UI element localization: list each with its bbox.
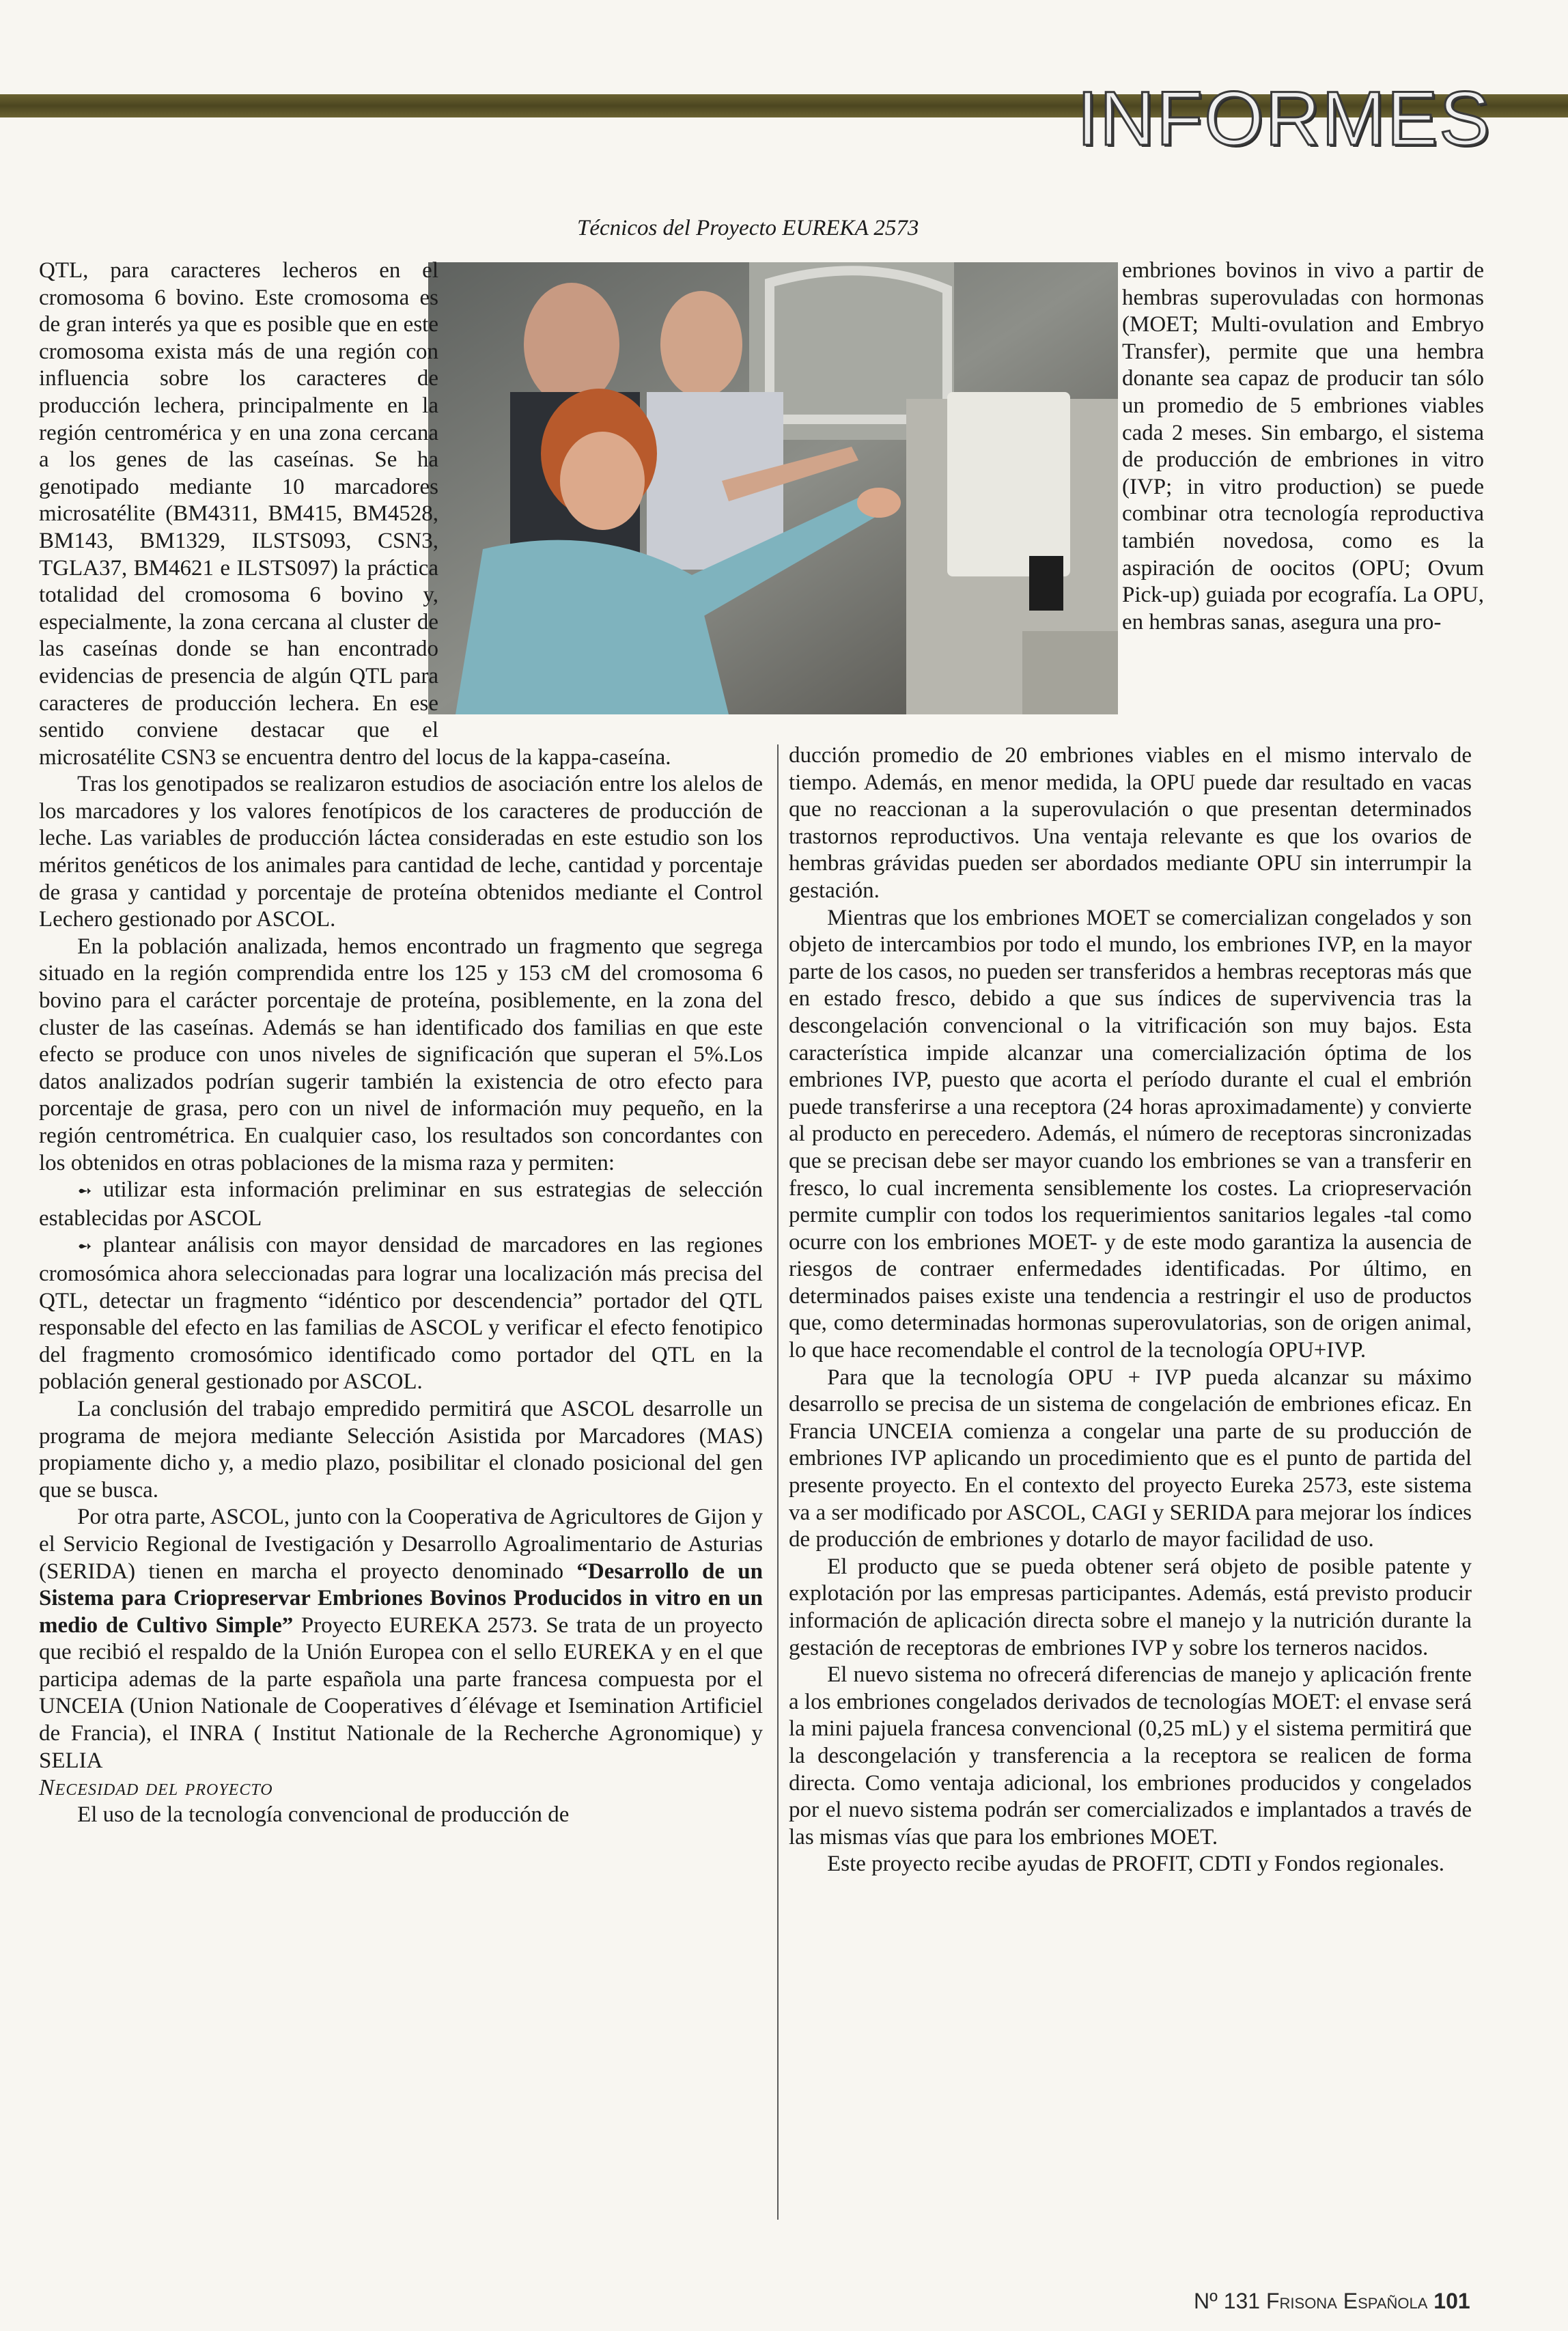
bullet-text: utilizar esta información preliminar en sus estrategias de selección establecidas por ASCOL [39,1177,763,1231]
paragraph: El producto que se pueda obtener será objeto de posible patente y explotación por las empresas participantes. Además, está previsto producir información de aplicación directa sobre el manejo y la nutrición durante la gestación de receptoras de embriones IVP y sobre los terneros nacidos. [789,1554,1472,1660]
section-title: INFORMES [1076,76,1492,161]
paragraph: Este proyecto recibe ayudas de PROFIT, CDTI y Fondos regionales. [827,1852,1445,1877]
section-heading: Necesidad del proyecto [39,1775,273,1801]
double-arrow-icon: ➻ [77,1181,92,1202]
photo-wrap-space [438,257,763,722]
paragraph: Tras los genotipados se realizaron estudios de asociación entre los alelos de los marcadores y los valores fenotípicos de los caracteres de producción de leche. Las variables de producción láctea consideradas en este estudio son los méritos genéticos de los animales para cantidad de leche, cantidad y porcentaje de grasa y cantidad y porcentaje de proteína obtenidos mediante el Control Lechero gestionado por ASCOL. [39,772,763,932]
right-column [789,742,1472,1878]
column-rule [777,744,779,2220]
paragraph: Mientras que los embriones MOET se comercializan congelados y son objeto de intercambios por todo el mundo, los embriones IVP, en la mayor parte de los casos, no pueden ser transferidos a hembras receptoras más que en estado fresco, debido a que sus índices de supervivencia tras la descongelación convencional o la vitrificación son muy bajos. Esta característica impide alcanzar una comercialización óptima de los embriones IVP, puesto que acorta el período durante el cual el embrión puede transferirse a una receptora (24 horas aproximadamente) y convierte al producto en perecedero. Además, el número de receptoras sincronizadas que se precisan debe ser mayor cuando los embriones se van a transferir en fresco, lo cual incrementa sensiblemente los costes. La criopreservación permite cumplir con todos los requerimientos sanitarios legales -tal como ocurre con los embriones MOET- y de este modo garantiza la ausencia de riesgos de contraer enfermedades identificadas. Por último, en determinados paises existe una tendencia a restringir el uso de productos que, como determinadas hormonas superovulatorias, son de origen animal, lo que hace recomendable el control de la tecnología OPU+IVP. [789,905,1472,1363]
paragraph: QTL, para caracteres lecheros en el cromosoma 6 bovino. Este cromosoma es de gran interés ya que es posible que en este cromosoma exista más de una región con influencia sobre los caracteres de producción lechera, principalmente en la región centromérica y en una zona cercana a los genes de las caseínas. Se ha genotipado mediante 10 marcadores microsatélite (BM4311, BM415, BM4528, BM143, BM1329, ILSTS093, CSN3, TGLA37, BM4621 e ILSTS097) la práctica totalidad del cromosoma 6 bovino y, especialmente, la zona cercana al cluster de las caseínas donde se han encontrado evidencias de presencia de algún QTL para caracteres de producción lechera. En ese sentido conviene destacar que el microsatélite CSN3 se encuentra dentro del locus de la kappa-caseína. [39,258,671,770]
paragraph-text: Por otra parte, ASCOL, junto con la Cooperativa de Agricultores de Gijon y el Servicio Regional de Ivestigación y Desarrollo Agroalimentario de Asturias (SERIDA) tienen en marcha el proyecto denominado [39,1505,763,1584]
paragraph: ducción promedio de 20 embriones viables en el mismo intervalo de tiempo. Además, en menor medida, la OPU puede dar resultado en vacas que no reaccionan a la superovulación o que presentan determinados trastornos reproductivos. Una ventaja relevante es que los ovarios de hembras grávidas pueden ser abordados mediante OPU sin interrumpir la gestación. [789,743,1472,903]
paragraph: La conclusión del trabajo empredido permitirá que ASCOL desarrolle un programa de mejora mediante Selección Asistida por Marcadores (MAS) propiamente dicho y, a medio plazo, posibilitar el clonado posicional del gen que se busca. [39,1396,763,1503]
project-title: “Desarrollo de un Sistema para Criopreservar Embriones Bovinos Producidos in vitro en un medio de Cultivo Simple” [39,1559,763,1638]
paragraph [39,1504,763,1774]
publication-name: Frisona Española [1265,2289,1428,2313]
left-column [39,257,763,1828]
paragraph: embriones bovinos in vivo a partir de hembras superovuladas con hormonas (MOET; Multi-ovulation and Embryo Transfer), permite que una hembra donante sea capaz de producir tan sólo un promedio de 5 embriones viables cada 2 meses. Sin embargo, el sistema de producción de embriones in vitro (IVP; in vitro production) se puede combinar otra tecnología reproductiva también novedosa, como es la aspiración de oocitos (OPU; Ovum Pick-up) guiada por ecografía. La OPU, en hembras sanas, asegura una pro- [1122,258,1484,634]
double-arrow-icon: ➻ [77,1236,92,1257]
paragraph: El uso de la tecnología convencional de producción de [77,1802,570,1827]
paragraph: En la población analizada, hemos encontrado un fragmento que segrega situado en la región comprendida entre los 125 y 153 cM del cromosoma 6 bovino para el carácter porcentaje de proteína, posiblemente, en la zona del cluster de las caseínas. Además se han identificado dos familias en que este efecto se produce con unos niveles de significación que superan el 5%.Los datos analizados podrían sugerir también la existencia de otro efecto para porcentaje de grasa, pero con un nivel de información muy pequeño, en la región centrométrica. En cualquier caso, los resultados son concordantes con los obtenidos en otras poblaciones de la misma raza y permiten: [39,934,763,1175]
page-number: 101 [1433,2289,1470,2313]
bullet-text: plantear análisis con mayor densidad de marcadores en las regiones cromosómica ahora seleccionadas para lograr una localización más precisa del QTL, detectar un fragmento “idéntico por descendencia” portador del QTL responsable del efecto en las familias de ASCOL y verificar el efecto fenotipico del fragmento cromosómico identificado como portador del QTL en la población general gestionado por ASCOL. [39,1233,763,1395]
issue-number: Nº 131 [1194,2289,1261,2313]
paragraph: Para que la tecnología OPU + IVP pueda alcanzar su máximo desarrollo se precisa de un sistema de congelación de embriones eficaz. En Francia UNCEIA comienza a congelar una parte de su producción de embriones IVP aplicando un procedimiento que es el punto de partida del presente proyecto. En el contexto del proyecto Eureka 2573, este sistema va a ser modificado por ASCOL, CAGI y SERIDA para mejorar los índices de producción de embriones y dotarlo de mayor facilidad de uso. [789,1365,1472,1552]
paragraph: El nuevo sistema no ofrecerá diferencias de manejo y aplicación frente a los embriones congelados derivados de tecnologías MOET: el envase será la mini pajuela francesa convencional (0,25 mL) y el sistema permitirá que la descongelación y transferencia a la receptora se realicen de forma directa. Como ventaja adicional, los embriones producidos y congelados por el nuevo sistema podrán ser comercializados e implantados a través de las mismas vías que para los embriones MOET. [789,1662,1472,1850]
bullet-item [39,1232,763,1396]
paragraph-text: Proyecto EUREKA 2573. Se trata de un proyecto que recibió el respaldo de la Unión Europea con el sello EUREKA y en el que participa ademas de la parte española una parte francesa compuesta por el UNCEIA (Union Nationale de Cooperatives d´élévage et Isemination Artificiel de Francia), el INRA ( Institut Nationale de la Recherche Agronomique) y SELIA [39,1613,763,1773]
right-column-top [1122,257,1484,636]
photo-caption: Técnicos del Proyecto EUREKA 2573 [577,216,919,240]
bullet-item [39,1177,763,1232]
page-footer [1194,2290,1470,2312]
